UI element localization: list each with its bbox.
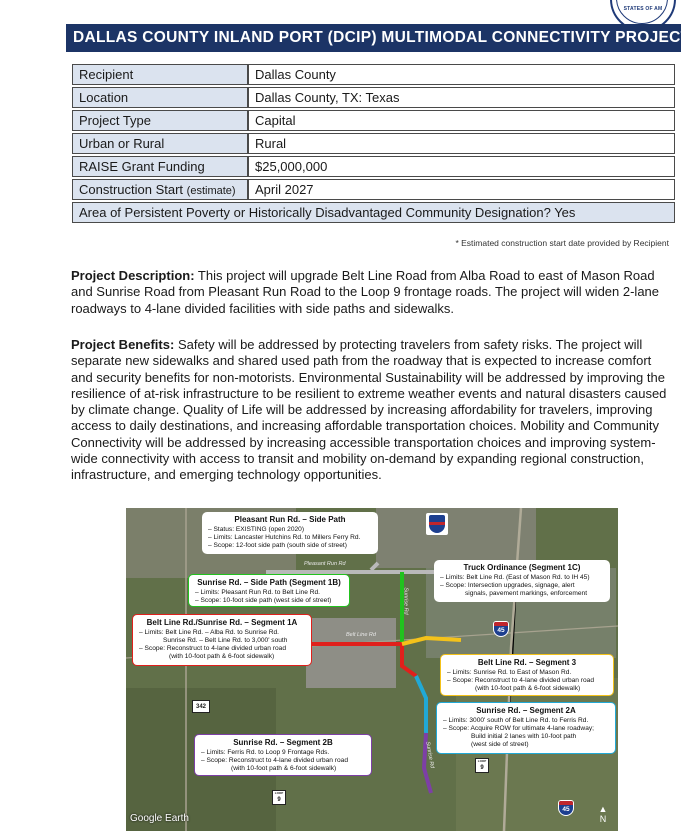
loop-9-shield-west	[272, 790, 286, 805]
interstate-45-shield	[493, 621, 509, 637]
callout-title: Truck Ordinance (Segment 1C)	[463, 563, 581, 572]
callout-line: – Limits: Belt Line Rd. – Alba Rd. to Sunrise Rd.	[139, 629, 280, 636]
loop-word: LOOP	[477, 759, 487, 763]
callout-line: (west side of street)	[471, 741, 529, 748]
callout-line: – Scope: 10-foot side path (west side of street)	[195, 597, 332, 604]
row-value-urban-rural: Rural	[248, 133, 675, 154]
urban-area-ne	[376, 508, 536, 568]
table-row	[72, 179, 675, 200]
shield-number: 45	[562, 806, 570, 813]
shield-number: 9	[277, 797, 281, 803]
row-label-funding: RAISE Grant Funding	[72, 156, 248, 177]
label-sunrise-rd: Sunrise Rd	[402, 587, 409, 615]
table-row	[72, 110, 675, 131]
callout-title: Sunrise Rd. – Segment 2A	[476, 706, 576, 715]
table-row	[72, 202, 675, 223]
callout-line: – Limits: Ferris Rd. to Loop 9 Frontage Rds.	[201, 749, 330, 756]
footnote: * Estimated construction start date provided by Recipient	[455, 238, 669, 248]
shield-number: 9	[480, 765, 484, 771]
google-earth-watermark: Google Earth	[130, 813, 189, 824]
callout-title: Belt Line Rd./Sunrise Rd. – Segment 1A	[146, 618, 298, 627]
project-info-table	[72, 62, 675, 225]
union-pacific-logo	[426, 513, 448, 535]
callout-line: – Limits: Belt Line Rd. (East of Mason Rd. to IH 45)	[440, 574, 590, 581]
callout-line: – Limits: 3000' south of Belt Line Rd. to Ferris Rd.	[443, 717, 589, 724]
loop-9-shield	[475, 758, 489, 773]
fields-se	[456, 678, 618, 831]
page-title: DALLAS COUNTY INLAND PORT (DCIP) MULTIMODAL CONNECTIVITY PROJECT	[66, 24, 681, 52]
table-row	[72, 87, 675, 108]
project-map	[126, 508, 618, 831]
callout-title: Belt Line Rd. – Segment 3	[477, 658, 577, 667]
callout-title: Sunrise Rd. – Side Path (Segment 1B)	[197, 578, 341, 587]
industrial-area	[306, 618, 396, 688]
row-label-recipient: Recipient	[72, 64, 248, 85]
shield-number: 45	[497, 627, 505, 634]
interstate-45-shield-south	[558, 800, 574, 816]
callout-line: – Scope: Reconstruct to 4-lane divided urban road	[139, 645, 286, 652]
row-value-construction-start: April 2027	[248, 179, 675, 200]
callout-line: (with 10-foot path & 6-foot sidewalk)	[231, 765, 337, 772]
table-row	[72, 156, 675, 177]
label-pleasant-run-rd: Pleasant Run Rd	[304, 561, 346, 567]
row-label-location: Location	[72, 87, 248, 108]
callout-line: – Scope: 12-foot side path (south side of street)	[208, 542, 347, 549]
seal-text: STATES OF AM	[623, 6, 663, 12]
label-belt-line-rd: Belt Line Rd	[346, 632, 376, 638]
row-value-recipient: Dallas County	[248, 64, 675, 85]
row-label-construction-start	[72, 179, 248, 200]
row-label-project-type: Project Type	[72, 110, 248, 131]
callout-line: – Scope: Reconstruct to 4-lane divided urban road	[447, 677, 594, 684]
seal-ring	[616, 0, 668, 24]
compass-letter: N	[599, 814, 607, 824]
callout-line: (with 10-foot path & 6-foot sidewalk)	[475, 685, 581, 692]
north-arrow-icon: ▲ N	[598, 804, 608, 824]
callout-truck-ordinance	[434, 560, 610, 602]
callout-line: Sunrise Rd. – Belt Line Rd. to 3,000' south	[163, 637, 288, 644]
label-sunrise-rd-south: Sunrise Rd	[424, 741, 435, 769]
callout-line: Build initial 2 lanes with 10-foot path	[471, 733, 577, 740]
callout-line: – Scope: Intersection upgrades, signage, alert	[440, 582, 575, 589]
callout-segment-2a	[436, 702, 616, 754]
callout-segment-3	[440, 654, 614, 696]
callout-line: – Limits: Sunrise Rd. to East of Mason Rd.	[447, 669, 572, 676]
row-value-location: Dallas County, TX: Texas	[248, 87, 675, 108]
row-label-urban-rural: Urban or Rural	[72, 133, 248, 154]
row-value-project-type: Capital	[248, 110, 675, 131]
callout-title: Sunrise Rd. – Segment 2B	[233, 738, 333, 747]
callout-line: signals, pavement markings, enforcement	[465, 590, 588, 597]
table-row	[72, 133, 675, 154]
benefits-heading: Project Benefits:	[71, 337, 175, 352]
loop-word: LOOP	[274, 791, 284, 795]
project-description	[71, 268, 675, 317]
callout-segment-1a	[132, 614, 312, 666]
description-heading: Project Description:	[71, 268, 195, 283]
designation-row: Area of Persistent Poverty or Historically Disadvantaged Community Designation? Yes	[72, 202, 675, 223]
callout-line: – Limits: Pleasant Run Rd. to Belt Line Rd.	[195, 589, 320, 596]
project-benefits	[71, 337, 675, 484]
callout-title: Pleasant Run Rd. – Side Path	[234, 515, 346, 524]
callout-line: – Limits: Lancaster Hutchins Rd. to Millers Ferry Rd.	[208, 534, 361, 541]
state-highway-342-shield: 342	[192, 700, 210, 713]
callout-segment-1b	[188, 574, 350, 607]
estimate-note: (estimate)	[186, 185, 236, 197]
callout-line: – Scope: Reconstruct to 4-lane divided urban road	[201, 757, 348, 764]
callout-line: – Status: EXISTING (open 2020)	[208, 526, 305, 533]
callout-pleasant-run	[202, 512, 378, 554]
row-value-funding: $25,000,000	[248, 156, 675, 177]
callout-line: – Scope: Acquire ROW for ultimate 4-lane roadway;	[443, 725, 594, 732]
description-text: This project will upgrade Belt Line Road from Alba Road to east of Mason Road and Sunrise Road from Pleasant Run Road to the Loop 9 frontage roads. The project will widen 2-lane roadways to 4-lane divided facilities with side paths and sidewalks.	[71, 268, 660, 316]
callout-line: (with 10-foot path & 6-foot sidewalk)	[169, 653, 275, 660]
table-row	[72, 64, 675, 85]
callout-segment-2b	[194, 734, 372, 776]
benefits-text: Safety will be addressed by protecting travelers from safety risks. The project will separate new sidewalks and shared used path from the roadway that is expected to increase comfort and security benefits for non-motorists. Environmental Sustainability will be addressed by improving the resilience of at-risk infrastructure to be resilient to extreme weather events and natural disasters caused by climate change. Quality of Life will be addressed by increasing affordability for travelers, improving access to daily destinations, and increasing affordable transportation choices. Mobility and Community Connectivity will be addressed by increasing accessible transportation choices and improving system-wide connectivity with access to transit and mobility on-demand by expanding regional construction, infrastructure, and emerging technology opportunities.	[71, 337, 667, 483]
construction-start-label: Construction Start	[79, 182, 184, 197]
